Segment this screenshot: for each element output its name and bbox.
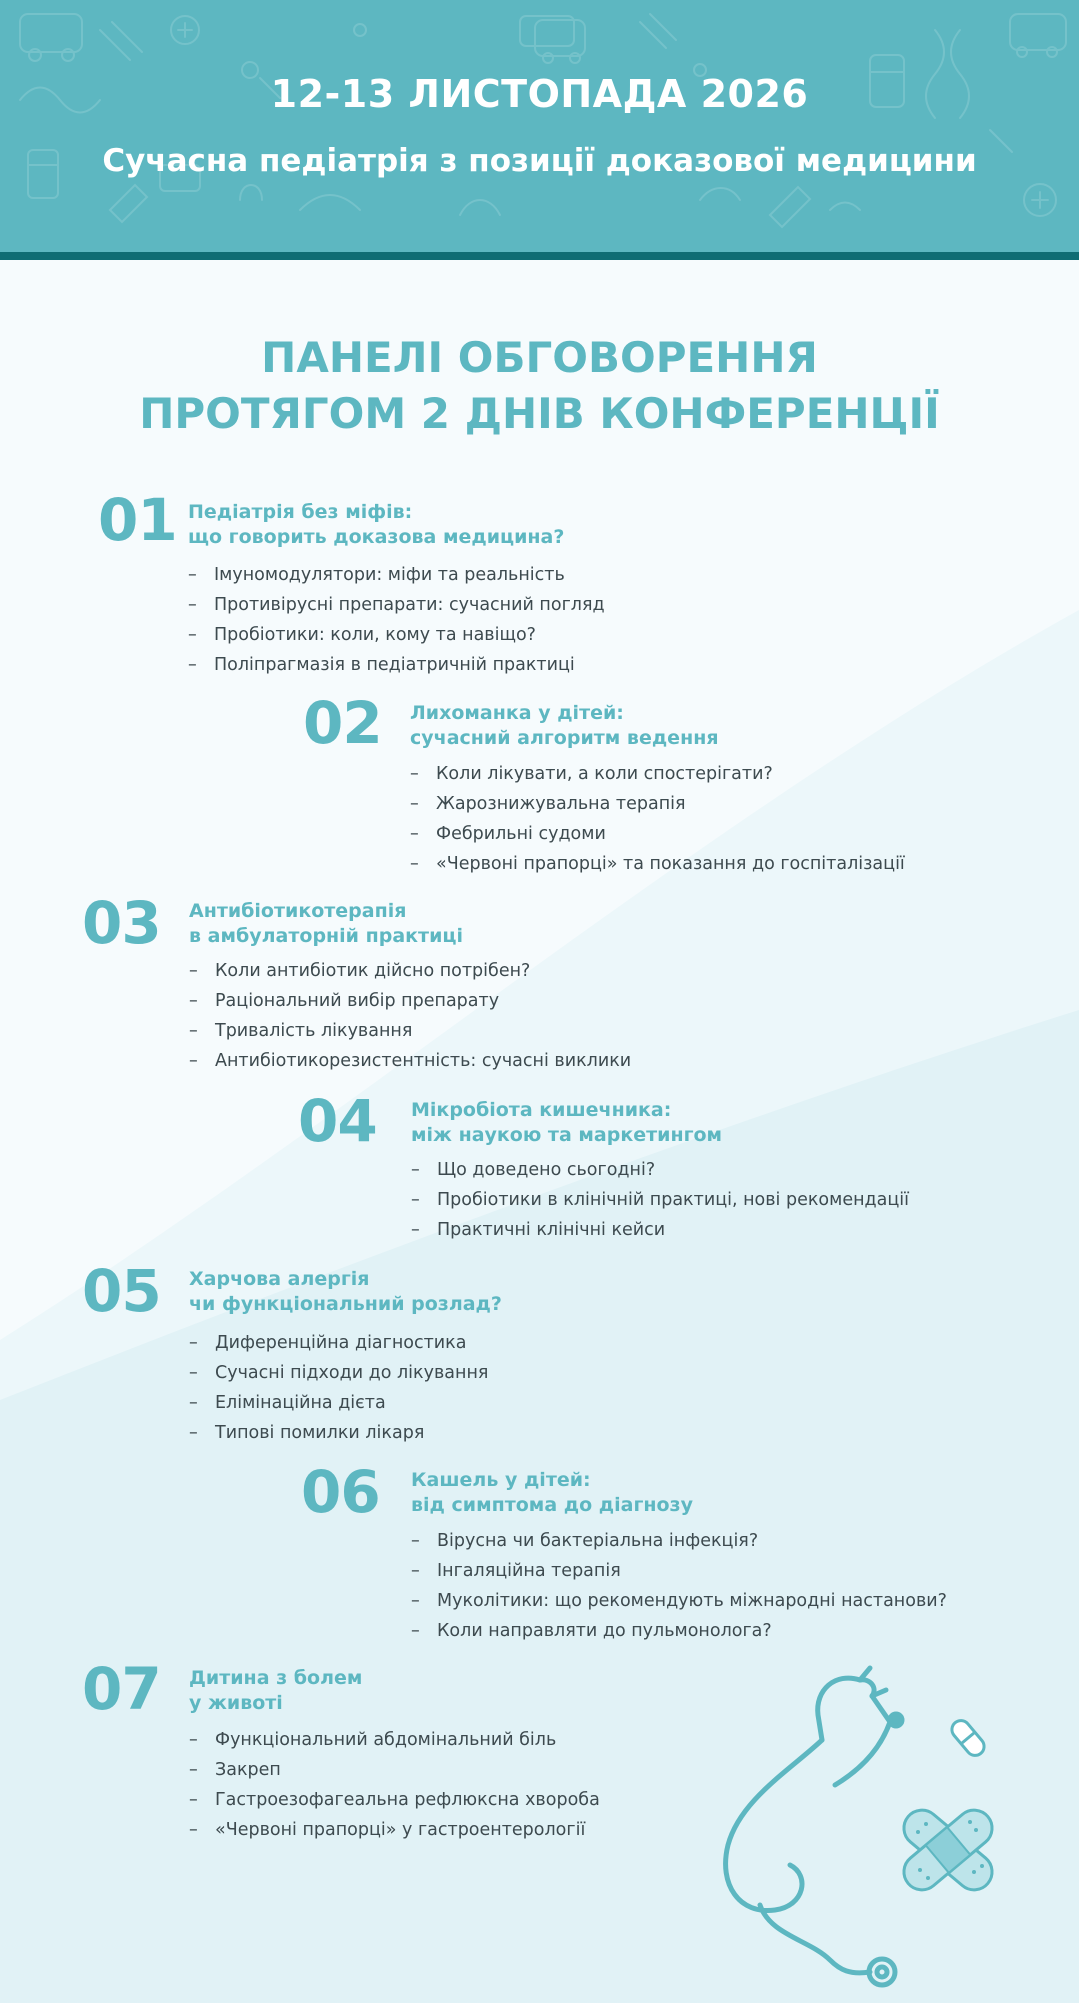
- panel-title-line-2: чи функціональний розлад?: [189, 1293, 502, 1315]
- list-item: – Поліпрагмазія в педіатричній практиці: [188, 650, 605, 680]
- panel-topics-list: [410, 759, 905, 879]
- list-item: – Сучасні підходи до лікування: [189, 1358, 488, 1388]
- list-item: – Диференційна діагностика: [189, 1328, 488, 1358]
- medical-illustration: [700, 1660, 1030, 1990]
- panel-title-line-1: Лихоманка у дітей:: [410, 702, 624, 724]
- panel-topics-list: [411, 1155, 909, 1245]
- list-item: – Функціональний абдомінальний біль: [189, 1725, 600, 1755]
- list-item: – Елімінаційна дієта: [189, 1388, 488, 1418]
- list-item: – Коли направляти до пульмонолога?: [411, 1616, 947, 1646]
- panel-title-line-1: Педіатрія без міфів:: [188, 501, 413, 523]
- list-item: – Антибіотикорезистентність: сучасні виклики: [189, 1046, 631, 1076]
- section-heading: [0, 330, 1079, 442]
- list-item: – Типові помилки лікаря: [189, 1418, 488, 1448]
- panel-topics-list: [189, 1725, 600, 1845]
- panel-title-line-2: у животі: [189, 1692, 283, 1714]
- panel-title-line-2: в амбулаторній практиці: [189, 925, 463, 947]
- list-item: – Муколітики: що рекомендують міжнародні настанови?: [411, 1586, 947, 1616]
- list-item: – Пробіотики в клінічній практиці, нові рекомендації: [411, 1185, 909, 1215]
- panel-topics-list: [188, 560, 605, 680]
- panel-number: 03: [82, 889, 161, 957]
- panel-number: 07: [82, 1655, 161, 1723]
- list-item: – Вірусна чи бактеріальна інфекція?: [411, 1526, 947, 1556]
- bandage-icon: [897, 1803, 1000, 1897]
- panel-number: 06: [301, 1458, 380, 1526]
- list-item: – Фебрильні судоми: [410, 819, 905, 849]
- list-item: – Імуномодулятори: міфи та реальність: [188, 560, 605, 590]
- panel-number: 04: [298, 1087, 377, 1155]
- panel-number: 01: [98, 486, 177, 554]
- header-divider: [0, 252, 1079, 260]
- panel-title-line-1: Кашель у дітей:: [411, 1469, 591, 1491]
- panel-number: 05: [82, 1257, 161, 1325]
- panel-title: [189, 899, 463, 949]
- panel-title-line-1: Дитина з болем: [189, 1667, 363, 1689]
- list-item: – Практичні клінічні кейси: [411, 1215, 909, 1245]
- stethoscope-icon: [726, 1668, 902, 1985]
- panel-title: [188, 500, 564, 550]
- section-heading-line-1: ПАНЕЛІ ОБГОВОРЕННЯ: [261, 333, 818, 382]
- panel-topics-list: [411, 1526, 947, 1646]
- list-item: – Закреп: [189, 1755, 600, 1785]
- panel-topics-list: [189, 956, 631, 1076]
- panel-title-line-2: від симптома до діагнозу: [411, 1494, 693, 1516]
- panel-title: [411, 1468, 693, 1518]
- list-item: – Що доведено сьогодні?: [411, 1155, 909, 1185]
- panel-title: [189, 1267, 502, 1317]
- panel-title-line-1: Харчова алергія: [189, 1268, 370, 1290]
- panel-topics-list: [189, 1328, 488, 1448]
- panel-title-line-1: Мікробіота кишечника:: [411, 1099, 672, 1121]
- section-heading-line-2: ПРОТЯГОМ 2 ДНІВ КОНФЕРЕНЦІЇ: [139, 389, 940, 438]
- panel-number: 02: [303, 689, 382, 757]
- list-item: – Коли лікувати, а коли спостерігати?: [410, 759, 905, 789]
- panel-title: [189, 1666, 362, 1716]
- list-item: – Тривалість лікування: [189, 1016, 631, 1046]
- panel-title-line-2: що говорить доказова медицина?: [188, 526, 565, 548]
- list-item: – «Червоні прапорці» та показання до госпіталізації: [410, 849, 905, 879]
- list-item: – Гастроезофагеальна рефлюксна хвороба: [189, 1785, 600, 1815]
- panel-title-line-2: сучасний алгоритм ведення: [410, 727, 719, 749]
- pill-icon: [948, 1717, 988, 1759]
- list-item: – Коли антибіотик дійсно потрібен?: [189, 956, 631, 986]
- list-item: – Раціональний вибір препарату: [189, 986, 631, 1016]
- list-item: – «Червоні прапорці» у гастроентерології: [189, 1815, 600, 1845]
- panel-title-line-1: Антибіотикотерапія: [189, 900, 407, 922]
- panel-title-line-2: між наукою та маркетингом: [411, 1124, 723, 1146]
- medical-doodle-pattern: [0, 0, 1079, 252]
- list-item: – Противірусні препарати: сучасний погляд: [188, 590, 605, 620]
- list-item: – Жарознижувальна терапія: [410, 789, 905, 819]
- list-item: – Інгаляційна терапія: [411, 1556, 947, 1586]
- panel-title: [410, 701, 719, 751]
- panel-title: [411, 1098, 722, 1148]
- header-banner: [0, 0, 1079, 252]
- event-date: 12-13 ЛИСТОПАДА 2026: [270, 72, 809, 116]
- event-title: Сучасна педіатрія з позиції доказової медицини: [102, 143, 977, 179]
- list-item: – Пробіотики: коли, кому та навіщо?: [188, 620, 605, 650]
